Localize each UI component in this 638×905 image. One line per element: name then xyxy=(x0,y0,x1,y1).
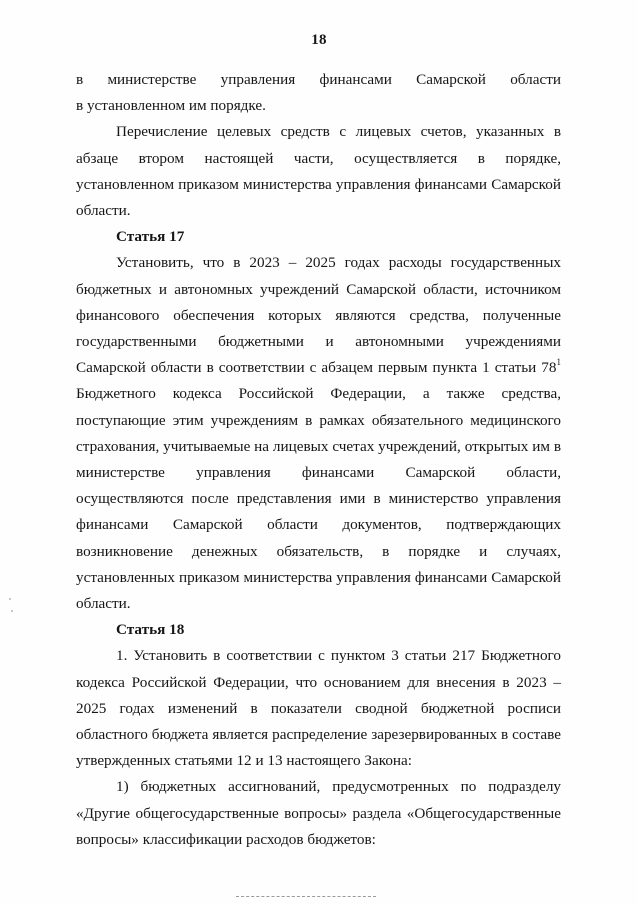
article-18-item-1: 1) бюджетных ассигнований, предусмотренных по подразделу «Другие общегосударственные вопросы» раздела «Общегосударственные вопросы» классификации расходов бюджетов: xyxy=(76,778,561,848)
scan-edge-mark xyxy=(236,896,376,897)
intro-word: управления xyxy=(220,71,296,88)
scan-speck xyxy=(9,598,11,600)
intro-line-2: в установленном им порядке. xyxy=(76,97,266,115)
intro-word: Самарской xyxy=(416,71,486,88)
page-number: 18 xyxy=(311,32,327,48)
article-17-text-part2: Бюджетного кодекса Российской Федерации, а также средства, поступающие этим учреждениям в рамках обязательного медицинского страхования, учитываемые на лицевых счетах учреждений, открытых им в министерстве управления финансами Самарской области, осуществляются после представления ими в министерство управления финансами Самарской области документов, подтверждающих возникновение денежных обязательств, в порядке и случаях, установленных приказом министерства управления финансами Самарской области. xyxy=(76,385,561,613)
article-17-heading: Статья 17 xyxy=(116,228,185,246)
intro-line-1 xyxy=(76,67,561,93)
paragraph-transfer: Перечисление целевых средств с лицевых счетов, указанных в абзаце втором настоящей части, осуществляется в порядке, установленном приказом министерства управления финансами Самарской области. xyxy=(76,123,561,220)
article-17-text xyxy=(76,250,561,617)
intro-word: финансами xyxy=(319,71,392,88)
scan-speck xyxy=(11,610,13,612)
article-17-text-part1: Установить, что в 2023 – 2025 годах расходы государственных бюджетных и автономных учреждений Самарской области, источником финансового обеспечения которых являются средства, полученные государственными бюджетными и автономными учреждениями Самарской области в соответствии с абзацем первым пункта 1 статьи 78 xyxy=(76,254,561,377)
document-body xyxy=(76,67,561,853)
intro-word: в xyxy=(76,71,84,88)
article-18-paragraph-1: 1. Установить в соответствии с пунктом 3 статьи 217 Бюджетного кодекса Российской Федерации, что основанием для внесения в 2023 – 2025 годах изменений в показатели сводной бюджетной росписи областного бюджета является распределение зарезервированных в составе утвержденных статьями 12 и 13 настоящего Закона: xyxy=(76,647,561,770)
intro-word: области xyxy=(510,71,561,88)
intro-word: министерстве xyxy=(107,71,197,88)
article-18-heading: Статья 18 xyxy=(116,621,185,639)
footnote-superscript: 1 xyxy=(556,357,561,368)
